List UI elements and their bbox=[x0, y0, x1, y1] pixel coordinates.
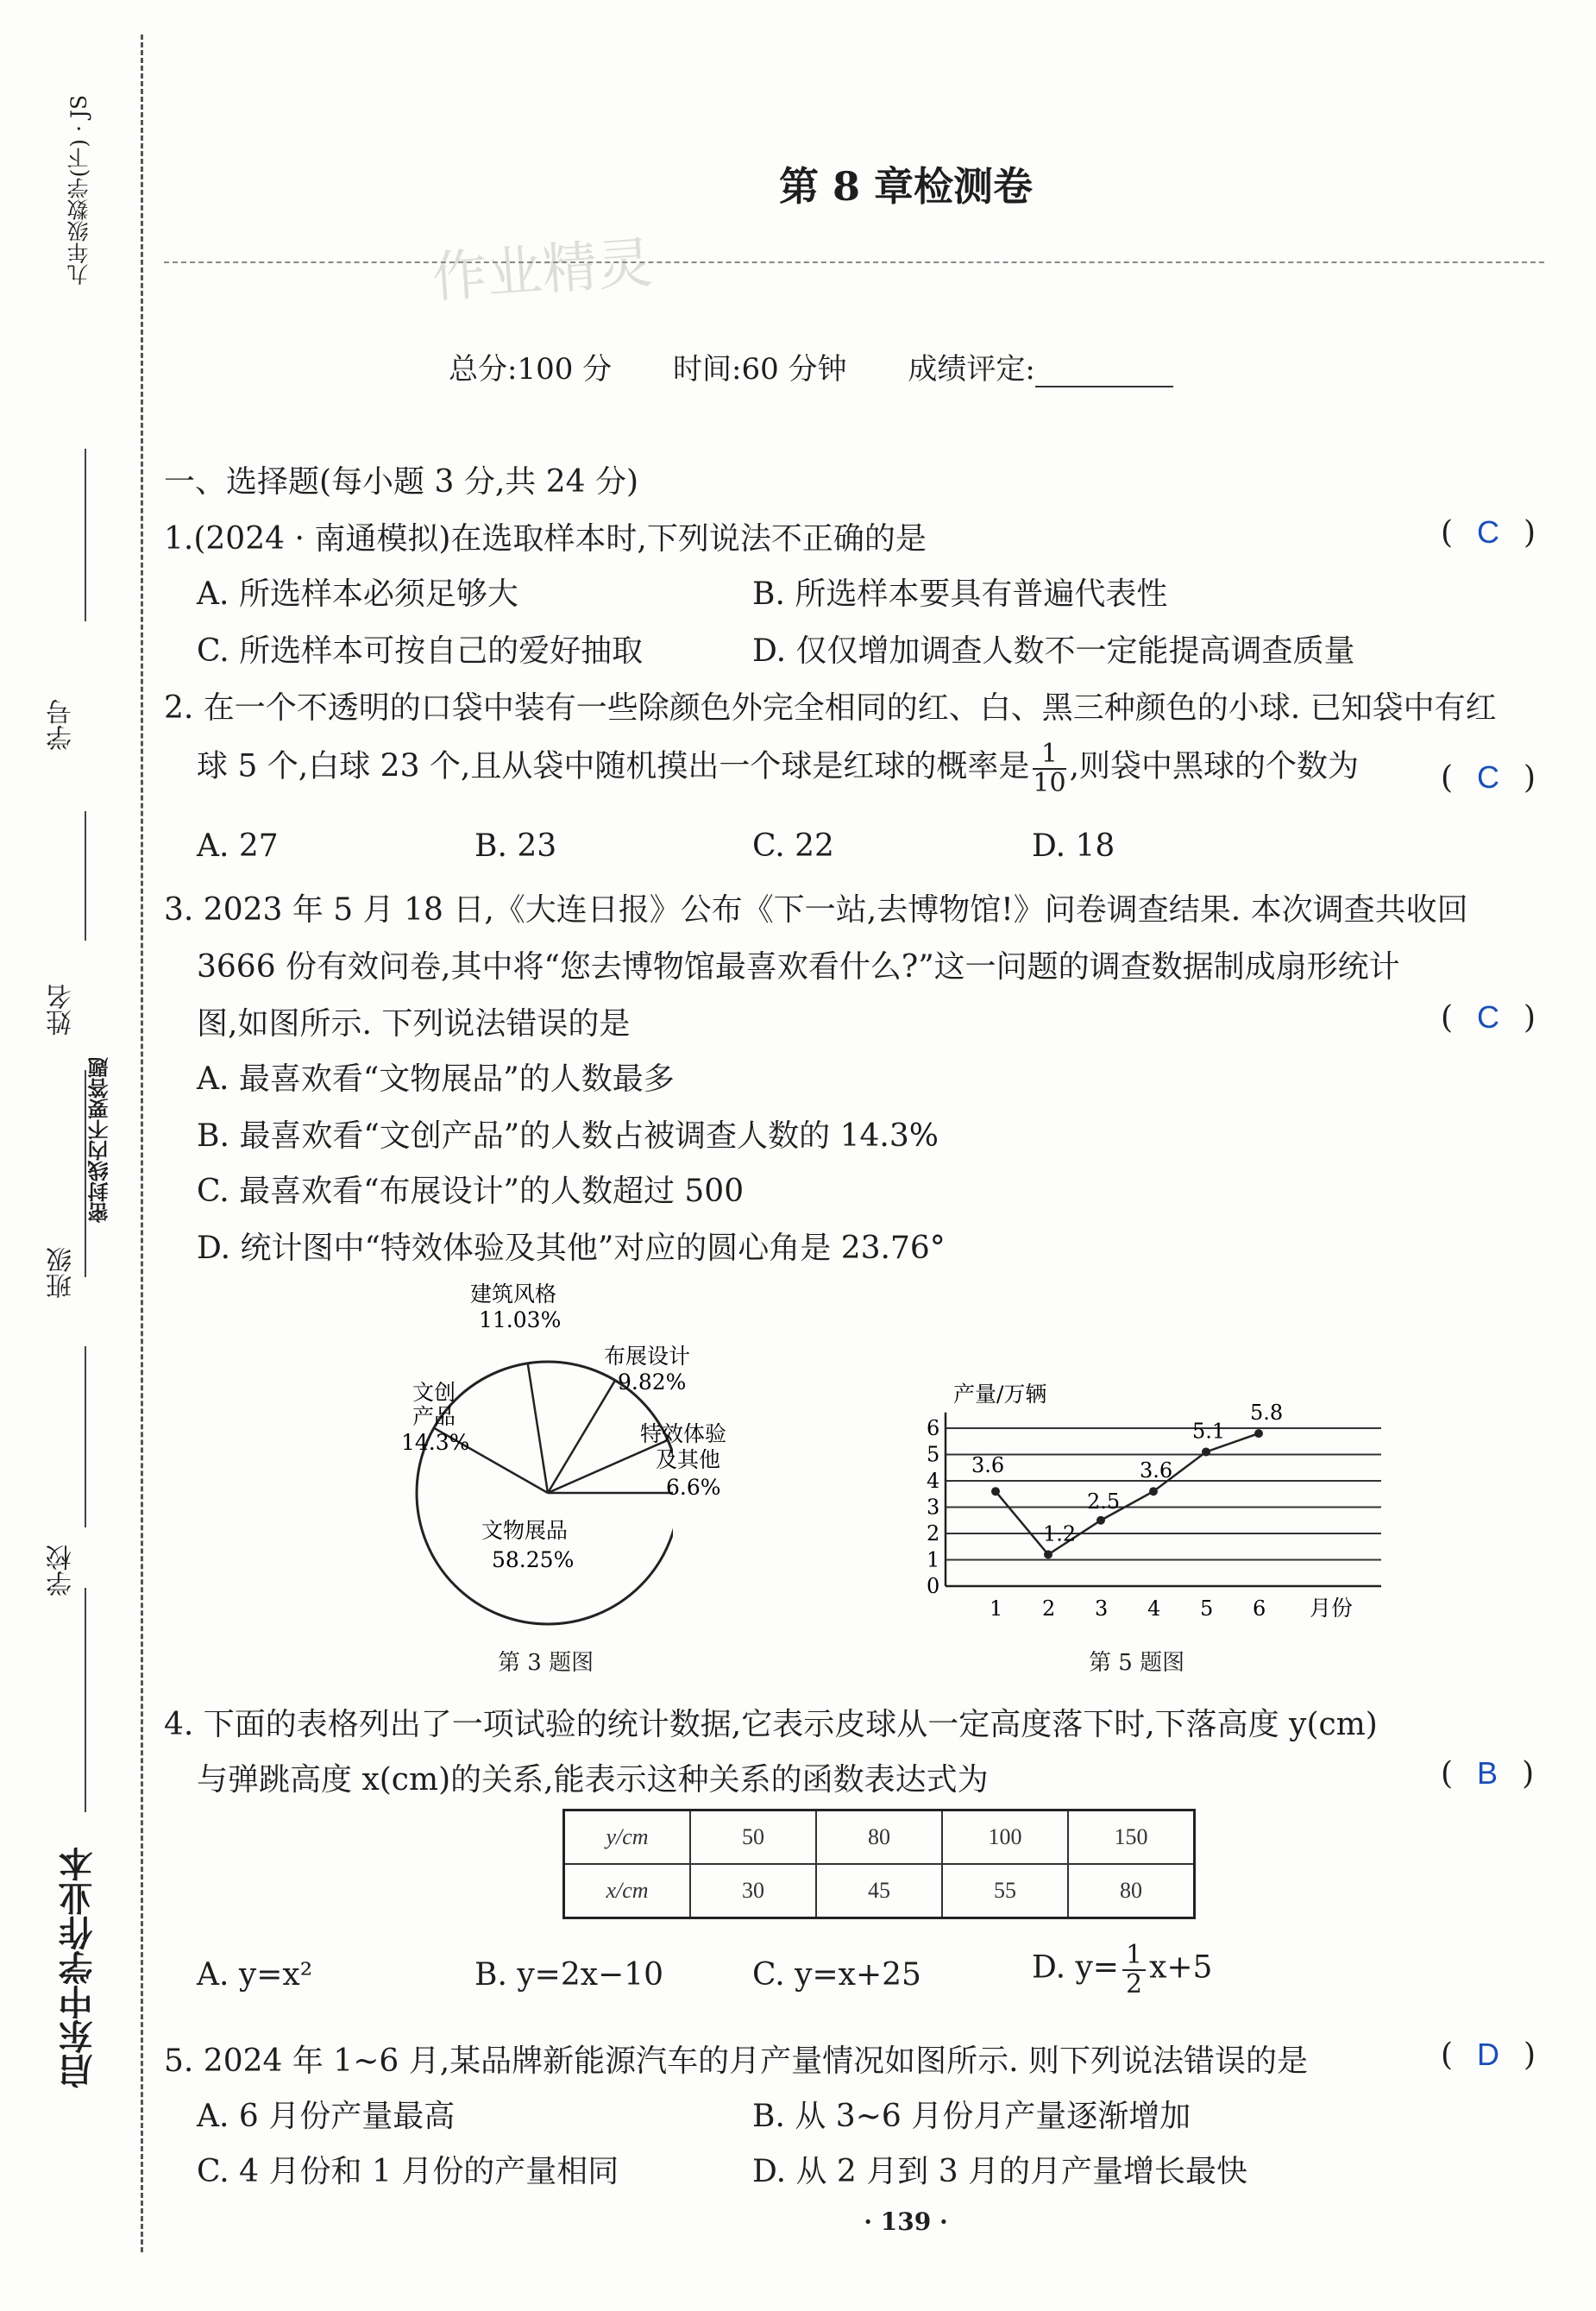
school-blank bbox=[85, 1346, 86, 1527]
y-tick-label: 0 bbox=[927, 1574, 940, 1598]
x-tick-label: 6 bbox=[1253, 1596, 1266, 1621]
y-tick-label: 4 bbox=[927, 1469, 940, 1493]
pie-value-jianzhu: 11.03% bbox=[479, 1307, 562, 1332]
line-ylabel: 产量/万辆 bbox=[953, 1382, 1047, 1407]
q2-option-c: C. 22 bbox=[752, 828, 834, 864]
pie-value-texiao: 6.6% bbox=[666, 1475, 721, 1500]
line-point bbox=[1149, 1487, 1158, 1496]
line-data-label: 5.8 bbox=[1250, 1401, 1284, 1426]
q5-stem: 5. 2024 年 1~6 月,某品牌新能源汽车的月产量情况如图所示. 则下列说法错误的是 bbox=[164, 2043, 1309, 2079]
pie-label-buzhan: 布展设计 bbox=[604, 1344, 691, 1369]
q2-answer: ( C ) bbox=[1441, 759, 1536, 796]
score-line bbox=[449, 345, 1225, 387]
binding-dashed-line bbox=[141, 35, 143, 2252]
q4-data-table bbox=[562, 1809, 1196, 1919]
q2-option-d: D. 18 bbox=[1032, 828, 1115, 864]
line-point bbox=[1044, 1550, 1052, 1559]
y-tick-label: 5 bbox=[927, 1442, 940, 1467]
table-cell: 50 bbox=[690, 1810, 816, 1865]
table-cell: 45 bbox=[816, 1864, 942, 1918]
q5-option-d: D. 从 2 月到 3 月的月产量增长最快 bbox=[752, 2154, 1248, 2189]
q3-option-d: D. 统计图中“特效体验及其他”对应的圆心角是 23.76° bbox=[197, 1231, 946, 1266]
x-tick-label: 5 bbox=[1200, 1596, 1214, 1621]
page-number: · 139 · bbox=[864, 2207, 948, 2236]
q1-option-a: A. 所选样本必须足够大 bbox=[197, 576, 518, 612]
q3-line3: 图,如图所示. 下列说法错误的是 bbox=[197, 1006, 631, 1042]
q4-option-c: C. y=x+25 bbox=[752, 1957, 921, 1993]
table-head-x: x/cm bbox=[564, 1864, 691, 1918]
pie-label-texiao-2: 及其他 bbox=[656, 1447, 721, 1472]
total-score: 总分:100 分 bbox=[449, 352, 613, 387]
q2-option-a: A. 27 bbox=[197, 828, 279, 864]
pie-slice-boundary-2 bbox=[528, 1363, 548, 1493]
q5-option-b: B. 从 3~6 月份月产量逐渐增加 bbox=[752, 2099, 1191, 2134]
q4-option-d: D. y= $\frac{1}{2}$ x+5 bbox=[1032, 1940, 1213, 1999]
fig3-caption: 第 3 题图 bbox=[498, 1650, 594, 1676]
q4-answer: ( B ) bbox=[1441, 1755, 1535, 1791]
q5-option-c: C. 4 月份和 1 月份的产量相同 bbox=[197, 2154, 619, 2189]
q3-line1: 3. 2023 年 5 月 18 日,《大连日报》公布《下一站,去博物馆!》问卷调查结果. 本次调查共收回 bbox=[164, 892, 1468, 928]
table-cell: 30 bbox=[690, 1864, 816, 1918]
q4-line2: 与弹跳高度 x(cm)的关系,能表示这种关系的函数表达式为 bbox=[197, 1762, 989, 1798]
q3-option-c: C. 最喜欢看“布展设计”的人数超过 500 bbox=[197, 1174, 745, 1209]
q4-line1: 4. 下面的表格列出了一项试验的统计数据,它表示皮球从一定高度落下时,下落高度 y(cm) bbox=[164, 1707, 1378, 1742]
pie-outer-labels bbox=[587, 1329, 811, 1527]
line-series bbox=[996, 1433, 1259, 1554]
q3-line2: 3666 份有效问卷,其中将“您去博物馆最喜欢看什么?”这一问题的调查数据制成扇形统计 bbox=[197, 949, 1400, 985]
line-data-label: 5.1 bbox=[1192, 1419, 1226, 1444]
field-name: 姓名 bbox=[47, 984, 77, 1036]
pie-label-wenchuang-2: 产品 bbox=[412, 1404, 456, 1429]
line-data-label: 3.6 bbox=[971, 1453, 1005, 1478]
table-row bbox=[564, 1864, 1195, 1918]
name-blank bbox=[85, 811, 86, 941]
class-blank bbox=[85, 1070, 86, 1277]
grade-blank[interactable] bbox=[1035, 360, 1173, 387]
field-school: 学校 bbox=[47, 1545, 77, 1596]
line-point bbox=[1202, 1447, 1210, 1456]
pie-label-jianzhu: 建筑风格 bbox=[470, 1281, 557, 1307]
field-class: 班级 bbox=[47, 1247, 77, 1299]
line-data-label: 2.5 bbox=[1087, 1489, 1121, 1514]
q1-stem: 1.(2024 · 南通模拟)在选取样本时,下列说法不正确的是 bbox=[164, 521, 927, 557]
y-tick-label: 2 bbox=[927, 1521, 940, 1546]
q1-answer: ( C ) bbox=[1441, 514, 1536, 551]
line-chart bbox=[897, 1372, 1415, 1631]
y-tick-label: 6 bbox=[927, 1416, 940, 1440]
q3-answer: ( C ) bbox=[1441, 999, 1536, 1036]
x-tick-label: 1 bbox=[990, 1596, 1003, 1621]
book-tag: 九年级数学(下) · JS bbox=[66, 95, 91, 286]
table-cell: 80 bbox=[1068, 1864, 1195, 1918]
x-tick-label: 4 bbox=[1147, 1596, 1161, 1621]
grade-label: 成绩评定: bbox=[908, 352, 1035, 387]
q5-answer: ( D ) bbox=[1441, 2037, 1536, 2073]
pie-label-texiao-1: 特效体验 bbox=[640, 1421, 727, 1446]
q4-option-b: B. y=2x−10 bbox=[474, 1957, 664, 1993]
x-tick-label: 3 bbox=[1095, 1596, 1109, 1621]
pie-value-wenchuang: 14.3% bbox=[401, 1430, 470, 1455]
table-row bbox=[564, 1810, 1195, 1865]
q2-line1: 2. 在一个不透明的口袋中装有一些除颜色外完全相同的红、白、黑三种颜色的小球. 已知袋中有红 bbox=[164, 690, 1497, 726]
title-rule bbox=[164, 261, 1544, 263]
q2-option-b: B. 23 bbox=[474, 828, 557, 864]
field-student-id: 学号 bbox=[47, 699, 77, 751]
pie-value-wenwu: 58.25% bbox=[492, 1547, 575, 1572]
table-cell: 100 bbox=[942, 1810, 1068, 1865]
pie-label-wenwu: 文物展品 bbox=[481, 1518, 569, 1543]
table-cell: 80 bbox=[816, 1810, 942, 1865]
time-limit: 时间:60 分钟 bbox=[672, 352, 847, 387]
watermark: 作业精灵 bbox=[430, 231, 655, 311]
publisher-name: 启东中学作业本 bbox=[59, 1847, 98, 2088]
seal-note: 密封线内不要答题 bbox=[87, 1057, 112, 1223]
line-data-label: 3.6 bbox=[1140, 1458, 1173, 1483]
line-point bbox=[1254, 1429, 1263, 1438]
table-cell: 55 bbox=[942, 1864, 1068, 1918]
q5-option-a: A. 6 月份产量最高 bbox=[197, 2099, 456, 2134]
q1-option-c: C. 所选样本可按自己的爱好抽取 bbox=[197, 633, 644, 669]
q1-option-b: B. 所选样本要具有普遍代表性 bbox=[752, 576, 1168, 612]
line-point bbox=[1096, 1516, 1105, 1525]
y-tick-label: 1 bbox=[927, 1547, 940, 1572]
page-title: 第 8 章检测卷 bbox=[778, 163, 1034, 210]
line-xlabel: 月份 bbox=[1310, 1596, 1354, 1621]
pie-value-buzhan: 9.82% bbox=[618, 1370, 687, 1395]
y-tick-label: 3 bbox=[927, 1495, 940, 1520]
table-cell: 150 bbox=[1068, 1810, 1195, 1865]
fig5-caption: 第 5 题图 bbox=[1089, 1650, 1185, 1676]
q3-option-a: A. 最喜欢看“文物展品”的人数最多 bbox=[197, 1061, 675, 1097]
table-head-y: y/cm bbox=[564, 1810, 691, 1865]
section-heading: 一、选择题(每小题 3 分,共 24 分) bbox=[164, 464, 639, 500]
school-blank-lower bbox=[85, 1588, 86, 1812]
q3-option-b: B. 最喜欢看“文创产品”的人数占被调查人数的 14.3% bbox=[197, 1118, 939, 1154]
q2-line2: 球 5 个,白球 23 个,且从袋中随机摸出一个球是红球的概率是 $\frac{1}{10}$ ,则袋中黑球的个数为 bbox=[197, 739, 1360, 798]
q2-fraction: $\frac{1}{10}$ bbox=[1033, 739, 1066, 798]
q4-option-a: A. y=x² bbox=[197, 1957, 313, 1993]
id-blank bbox=[85, 449, 86, 621]
pie-label-wenchuang-1: 文创 bbox=[412, 1380, 456, 1405]
line-data-label: 1.2 bbox=[1043, 1521, 1077, 1546]
q4-d-fraction: $\frac{1}{2}$ bbox=[1122, 1942, 1146, 1998]
q1-option-d: D. 仅仅增加调查人数不一定能提高调查质量 bbox=[752, 633, 1355, 669]
x-tick-label: 2 bbox=[1042, 1596, 1056, 1621]
line-point bbox=[991, 1487, 1000, 1496]
